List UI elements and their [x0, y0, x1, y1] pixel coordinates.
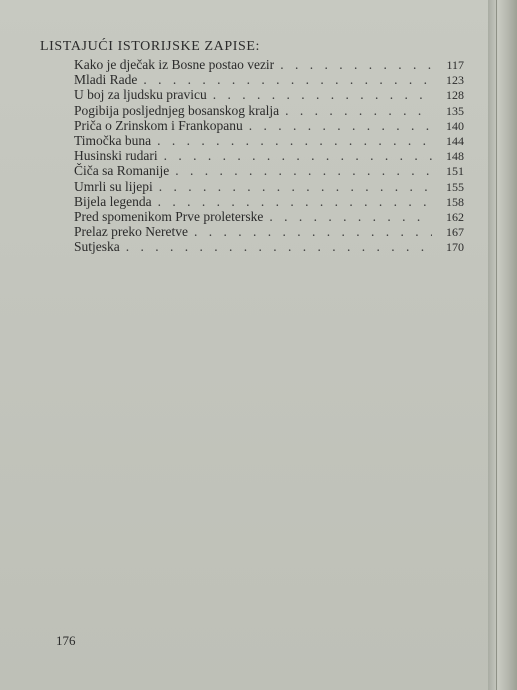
dot-leader — [194, 224, 432, 239]
toc-entry-title: Husinski rudari — [74, 148, 158, 164]
toc-entry — [74, 179, 464, 194]
toc-entry-page: 151 — [446, 164, 464, 179]
toc-entry — [74, 148, 464, 163]
toc-entry — [74, 239, 464, 254]
dot-leader — [143, 72, 432, 87]
toc-entry-page: 123 — [446, 73, 464, 88]
toc-entry-page: 135 — [446, 103, 464, 118]
dot-leader — [126, 239, 432, 254]
toc-entry-page: 170 — [446, 240, 464, 255]
toc-entry-title: Pogibija posljednjeg bosanskog kralja — [74, 102, 280, 118]
toc-entry-page: 158 — [446, 194, 464, 209]
toc-entry-page: 167 — [446, 225, 464, 240]
dot-leader — [249, 118, 432, 133]
toc-entry-page: 128 — [446, 88, 464, 103]
dot-leader — [158, 194, 432, 209]
dot-leader — [175, 163, 432, 178]
toc-entry-title: U boj za ljudsku pravicu — [74, 87, 207, 103]
toc-entry — [74, 87, 464, 102]
toc-entry-title: Prelaz preko Neretve — [74, 224, 188, 240]
page-number: 176 — [56, 633, 76, 648]
dot-leader — [285, 103, 432, 118]
toc-entry-page: 140 — [446, 118, 464, 133]
dot-leader — [157, 133, 432, 148]
toc-entry-page: 148 — [446, 149, 464, 164]
toc-entry — [74, 103, 464, 118]
toc-entry — [74, 194, 464, 209]
dot-leader — [280, 57, 432, 72]
dot-leader — [213, 87, 432, 102]
toc-entry-page: 162 — [446, 209, 464, 224]
section-heading: LISTAJUĆI ISTORIJSKE ZAPISE: — [40, 39, 260, 54]
toc-entry-title: Sutjeska — [74, 239, 120, 255]
toc-entry-page: 155 — [446, 179, 464, 194]
dot-leader — [269, 209, 432, 224]
toc-entry — [74, 209, 464, 224]
toc-entry — [74, 133, 464, 148]
toc-entry-title: Bijela legenda — [74, 193, 152, 209]
toc-entry-title: Kako je dječak iz Bosne postao vezir — [74, 57, 275, 72]
toc-entry-page: 144 — [446, 133, 464, 148]
dot-leader — [164, 148, 432, 163]
table-of-contents — [74, 57, 464, 254]
toc-entry — [74, 163, 464, 178]
adjacent-page-edge — [488, 0, 517, 690]
toc-entry — [74, 72, 464, 87]
page-edge-line — [496, 0, 497, 690]
dot-leader — [159, 179, 432, 194]
toc-entry-title: Umrli su lijepi — [74, 178, 153, 194]
toc-entry-title: Pred spomenikom Prve proleterske — [74, 208, 264, 224]
toc-entry — [74, 118, 464, 133]
toc-entry — [74, 224, 464, 239]
toc-entry-page: 117 — [446, 58, 464, 72]
toc-entry-title: Timočka buna — [74, 132, 152, 148]
toc-entry-title: Čiča sa Romanije — [74, 163, 170, 179]
toc-entry-title: Mladi Rade — [74, 72, 138, 88]
toc-entry — [74, 57, 464, 72]
toc-entry-title: Priča o Zrinskom i Frankopanu — [74, 117, 243, 133]
